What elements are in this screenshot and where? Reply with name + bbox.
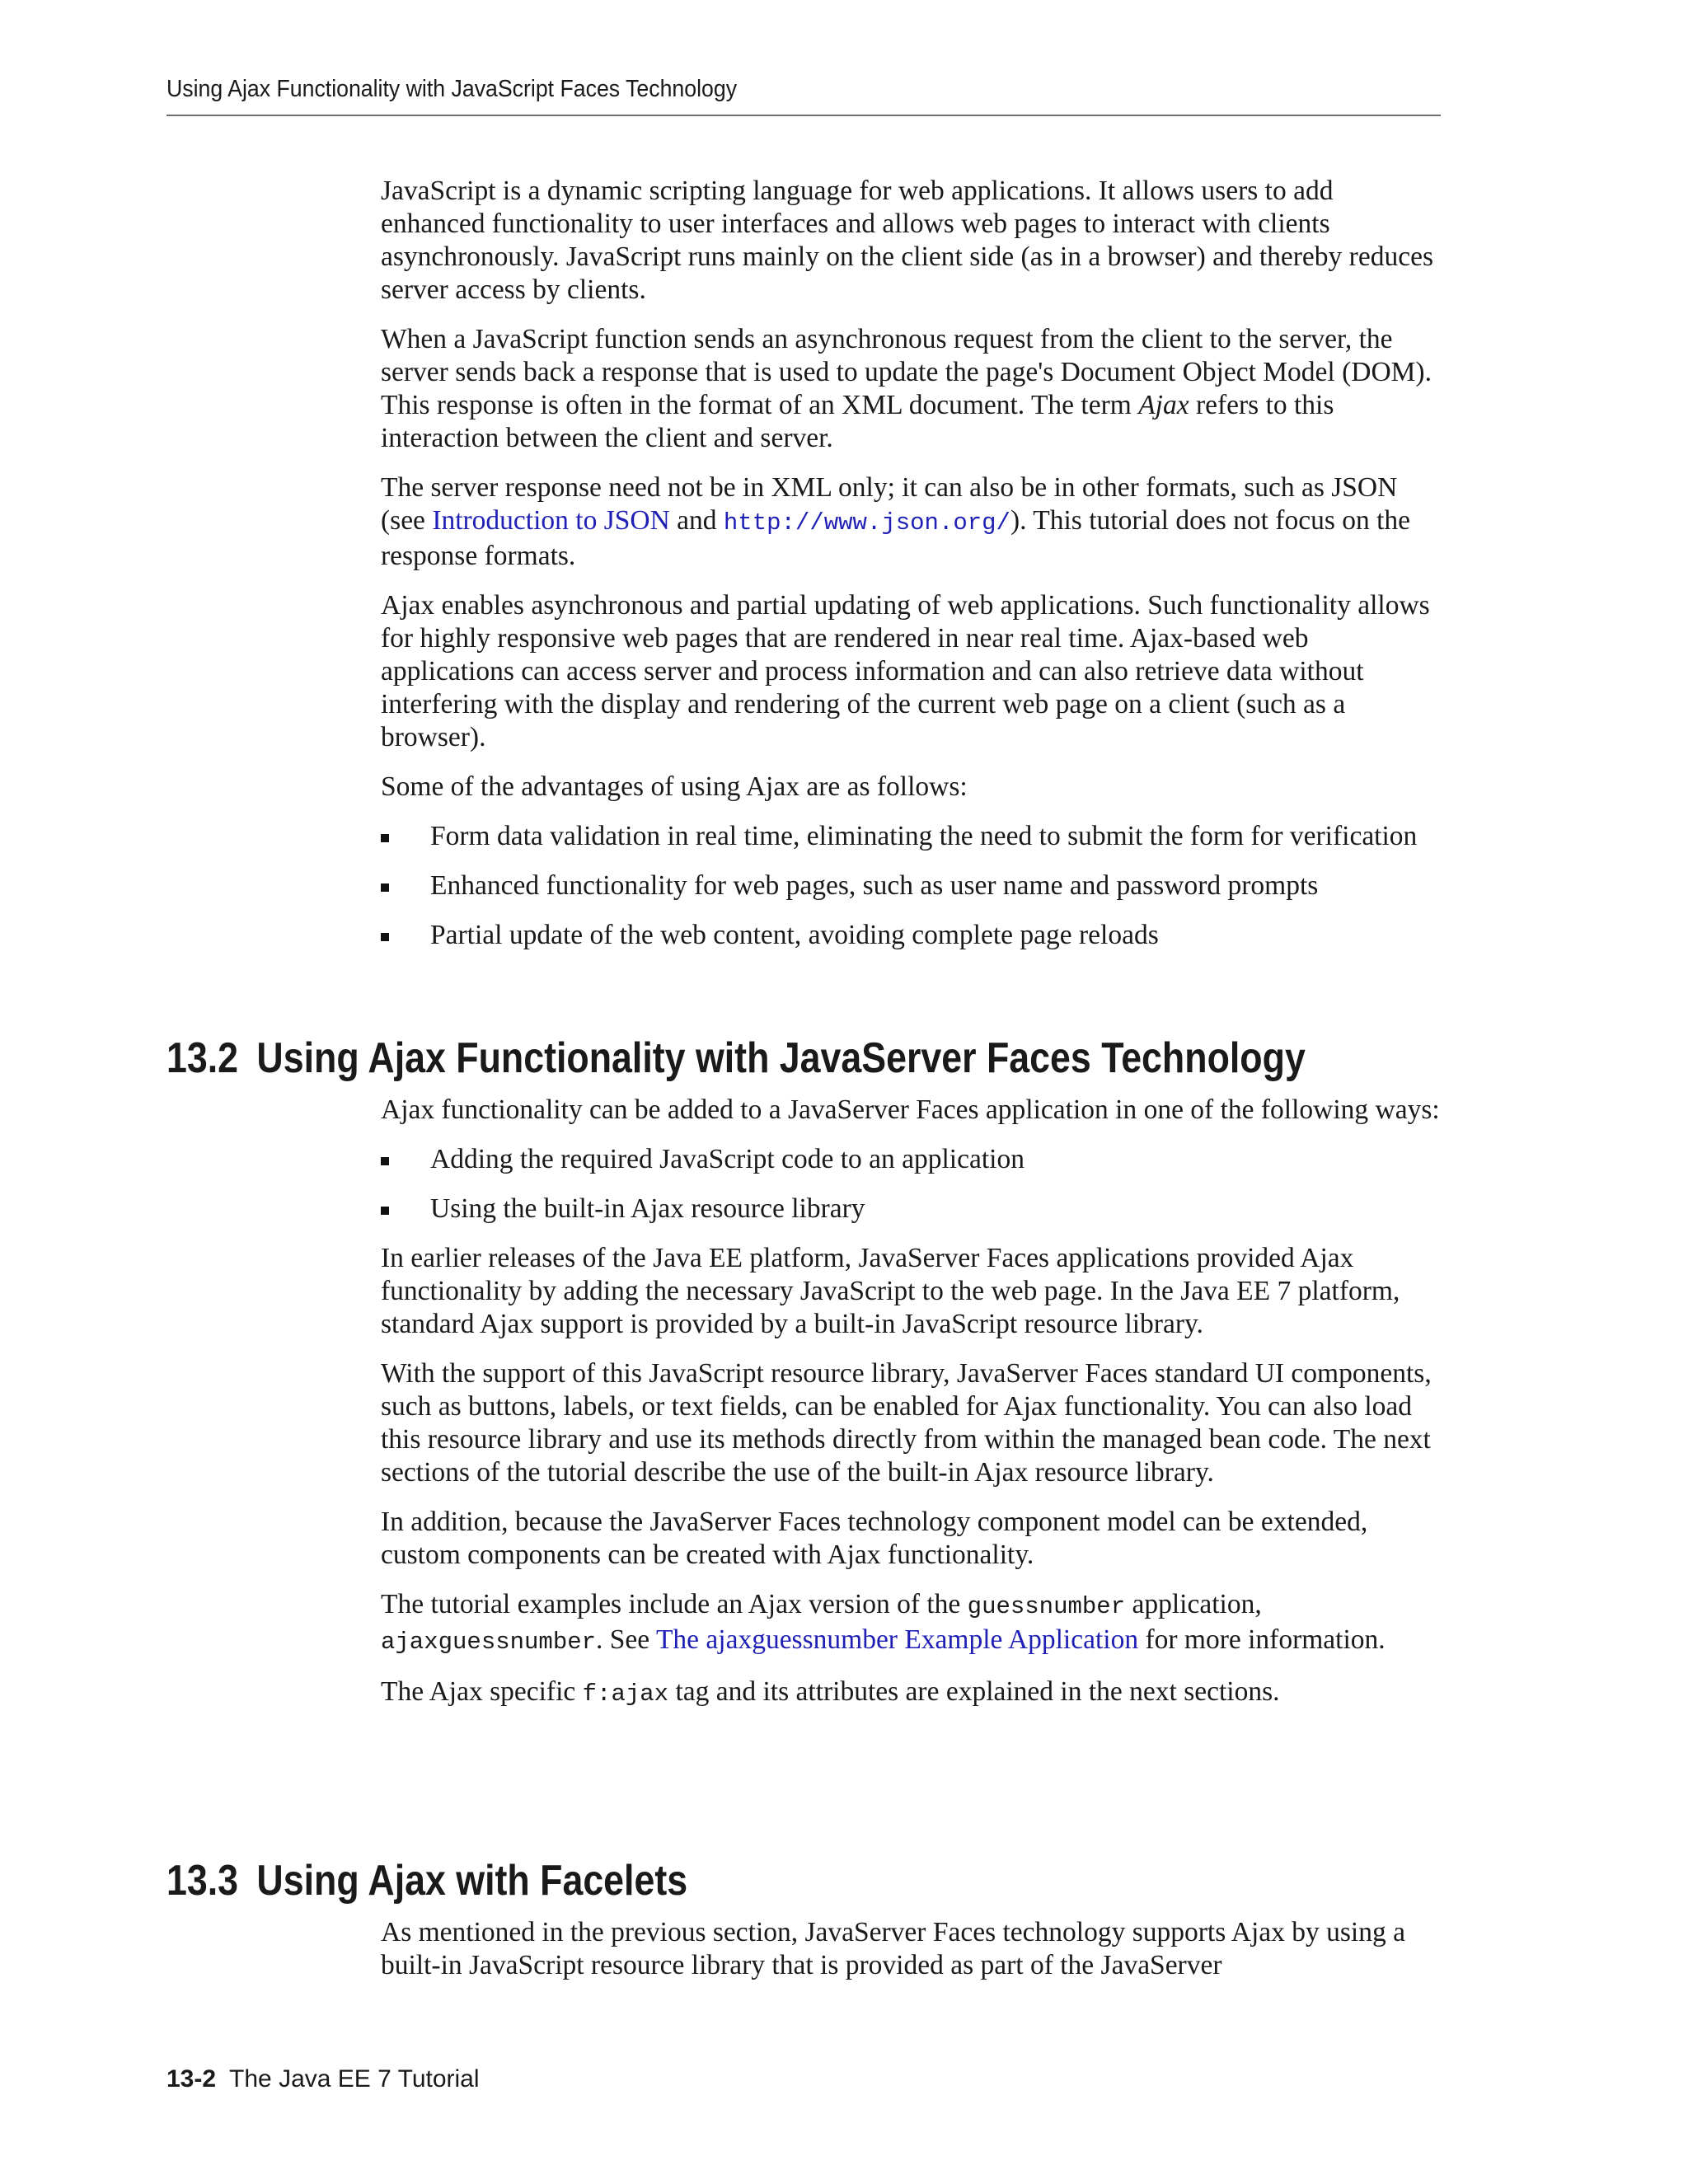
list-item-text: Enhanced functionality for web pages, such as user name and password prompts — [430, 870, 1319, 901]
intro-paragraph-5: Some of the advantages of using Ajax are as follows: — [381, 771, 968, 802]
intro-p2-text-a: When a JavaScript function sends an asynchronous request from the client to the server, the server sends back a response that is used to update the page's Document Object Model (DOM). This response is often in the format of an XML document. The term — [381, 324, 1432, 420]
section-title: Using Ajax Functionality with JavaServer Faces Technology — [256, 1034, 1306, 1082]
square-bullet-icon — [381, 933, 389, 941]
section-title: Using Ajax with Facelets — [256, 1857, 688, 1905]
square-bullet-icon — [381, 834, 389, 842]
intro-p2-text-b: refers to this interaction between the client and server. — [381, 390, 1334, 453]
json-org-link[interactable]: http://www.json.org/ — [723, 509, 1010, 537]
intro-paragraph-1: JavaScript is a dynamic scripting language for web applications. It allows users to add enhanced functionality to user interfaces and allows web pages to interact with clients asynchronously. JavaScript runs mainly on the client side (as in a browser) and thereby reduces server access by clients. — [381, 176, 1433, 305]
book-title: The Java EE 7 Tutorial — [229, 2065, 480, 2093]
f-ajax-code: f:ajax — [582, 1680, 669, 1708]
advantages-list — [381, 820, 1444, 952]
s133-paragraph-1: As mentioned in the previous section, JavaServer Faces technology supports Ajax by using a built-in JavaScript resource library that is provided as part of the JavaServer — [381, 1917, 1405, 1980]
intro-p3-text-a: The server response need not be in XML only; it can also be in other formats, such as JSON (see — [381, 472, 1398, 536]
intro-paragraph-4: Ajax enables asynchronous and partial updating of web applications. Such functionality allows for highly responsive web pages that are rendered in near real time. Ajax-based web applications can access server and process information and can also retrieve data without interfering with the display and rendering of the current web page on a client (such as a browser). — [381, 590, 1430, 752]
list-item — [381, 919, 1444, 952]
section-number: 13.2 — [166, 1034, 239, 1082]
ajax-term: Ajax — [1138, 390, 1189, 420]
ajaxguessnumber-example-link[interactable]: The ajaxguessnumber Example Application — [655, 1624, 1139, 1655]
s132-paragraph-5 — [381, 1588, 1444, 1659]
intro-paragraph-3 — [381, 471, 1444, 573]
intro-p3-text-c: ). This tutorial does not focus on the response formats. — [381, 505, 1411, 571]
s132-p5-text-b: application, — [1125, 1589, 1262, 1619]
s132-p6-text-b: tag and its attributes are explained in the next sections. — [668, 1676, 1280, 1707]
section-13-2-heading — [166, 1033, 1306, 1083]
square-bullet-icon — [381, 883, 389, 892]
header-rule — [166, 115, 1441, 116]
list-item-text: Form data validation in real time, eliminating the need to submit the form for verification — [430, 821, 1418, 851]
s132-p5-text-a: The tutorial examples include an Ajax version of the — [381, 1589, 968, 1619]
intro-section — [381, 175, 1444, 968]
list-item-text: Adding the required JavaScript code to an application — [430, 1144, 1025, 1174]
s132-paragraph-4: In addition, because the JavaServer Faces technology component model can be extended, custom components can be created with Ajax functionality. — [381, 1507, 1368, 1570]
s132-paragraph-2: In earlier releases of the Java EE platform, JavaServer Faces applications provided Ajax functionality by adding the necessary JavaScript to the web page. In the Java EE 7 platform, standard Ajax support is provided by a built-in JavaScript resource library. — [381, 1243, 1400, 1339]
intro-paragraph-2 — [381, 323, 1444, 455]
list-item-text: Partial update of the web content, avoiding complete page reloads — [430, 920, 1159, 950]
list-item — [381, 869, 1444, 902]
s132-paragraph-6 — [381, 1675, 1444, 1711]
section-number: 13.3 — [166, 1857, 239, 1905]
square-bullet-icon — [381, 1157, 389, 1165]
page-number: 13-2 — [166, 2065, 217, 2093]
ajaxguessnumber-code: ajaxguessnumber — [381, 1629, 597, 1656]
s132-p5-text-c: . See — [596, 1624, 656, 1655]
s132-p6-text-a: The Ajax specific — [381, 1676, 583, 1707]
list-item — [381, 1193, 1444, 1226]
introduction-to-json-link[interactable]: Introduction to JSON — [432, 505, 670, 536]
section-13-2-body — [381, 1094, 1444, 1727]
running-header: Using Ajax Functionality with JavaScript Faces Technology — [166, 76, 738, 102]
list-item — [381, 1143, 1444, 1176]
s132-paragraph-3: With the support of this JavaScript resource library, JavaServer Faces standard UI components, such as buttons, labels, or text fields, can be enabled for Ajax functionality. You can also load this resource library and use its methods directly from within the managed bean code. The next sections of the tutorial describe the use of the built-in Ajax resource library. — [381, 1358, 1432, 1488]
section-13-3-heading — [166, 1856, 687, 1905]
list-item-text: Using the built-in Ajax resource library — [430, 1193, 865, 1224]
ajax-ways-list — [381, 1143, 1444, 1226]
list-item — [381, 820, 1444, 853]
s132-paragraph-1: Ajax functionality can be added to a JavaServer Faces application in one of the following ways: — [381, 1094, 1440, 1125]
section-13-3-body — [381, 1916, 1444, 1999]
s132-p5-text-d: for more information. — [1138, 1624, 1386, 1655]
square-bullet-icon — [381, 1207, 389, 1215]
page-footer — [166, 2065, 480, 2093]
guessnumber-code: guessnumber — [967, 1593, 1126, 1620]
intro-p3-text-b: and — [669, 505, 724, 536]
